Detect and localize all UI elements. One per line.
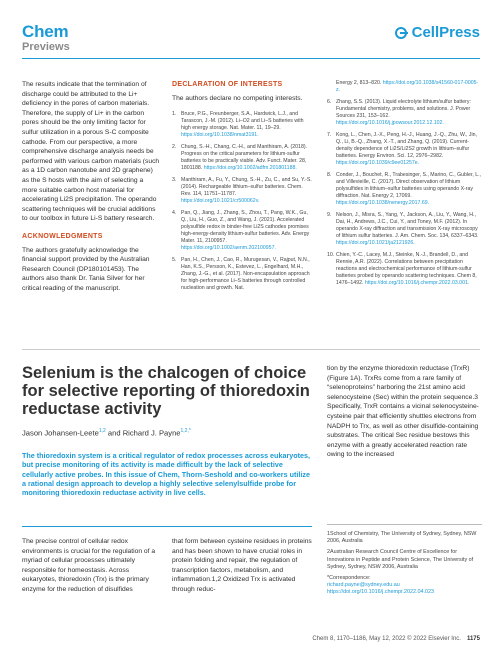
cellpress-logo-icon xyxy=(394,26,408,40)
page-footer xyxy=(312,636,480,642)
reference-doi-link[interactable]: https://doi.org/10.1021/cr500062v. xyxy=(181,198,260,205)
reference-doi-link[interactable]: https://doi.org/10.1016/j.jpowsour.2012.12.102. xyxy=(336,120,444,126)
article-title: Selenium is the chalcogen of choice for selective reporting of thioredoxin reductase activity xyxy=(22,364,310,418)
publisher-logo[interactable] xyxy=(394,24,480,41)
author-line xyxy=(22,428,191,438)
journal-header xyxy=(22,22,70,53)
reference-item: 8. Conder, J., Bouchet, R., Trabesinger, S., Marino, C., Gubler, L., and Villevieille, C. (2017). Direct observation of lithium polysulfides in lithium–sulfur batteries using operando X-ray diffraction. Nat. Energy 2, 17069. https://doi.org/10.1038/nenergy.2017.69. xyxy=(327,172,482,206)
publisher-name: CellPress xyxy=(411,24,480,41)
reference-item: 4. Pan, Q., Jiang, J., Zhang, S., Zhou, T., Pang, W.K., Gu, Q., Liu, H., Guo, Z., and Wang, J. (2021). Accelerated polysulfide redox in binder-free Li2S cathodes promises high-energy-density lithium-sulfur batteries. Adv. Energy Mater. 11, 2100957. https://doi.org/10.1002/aenm.202100957. xyxy=(172,210,310,252)
reference-doi-link[interactable]: https://doi.org/10.1016/j.chempr.2022.03.001. xyxy=(364,280,470,286)
body-text-column-2: that form between cysteine residues in proteins and has been shown to have crucial roles in protein folding and repair, the regulation of transcription factors, metabolism, and inflammation.1,2 Oxidized Trx is activated through reduc- xyxy=(172,538,312,593)
reference-list xyxy=(172,111,314,292)
section-label: Previews xyxy=(22,41,70,53)
reference-item: 9. Nelson, J., Misra, S., Yang, Y., Jackson, A., Liu, Y., Wang, H., Dai, H., Andrews, J.C., Cui, Y., and Toney, M.F. (2012). In operando X-ray diffraction and transmission X-ray microscopy of lithium sulfur batteries. J. Am. Chem. Soc. 134, 6337–6343. https://doi.org/10.1021/ja2121926. xyxy=(327,212,479,246)
reference-item: 1. Bruce, P.G., Freunberger, S.A., Hardwick, L.J., and Tarascon, J.-M. (2012). Li–O2 and Li–S batteries with high energy storage. Nat. Mater. 11, 19–29. https://doi.org/10.1038/nmat3191. xyxy=(172,111,304,139)
reference-item: 6. Zhang, S.S. (2013). Liquid electrolyte lithium/sulfur battery: Fundamental chemistry, problems, and solutions. J. Power Sources 231, 153–162. https://doi.org/10.1016/j.jpowsour.2012.12.102. xyxy=(327,99,471,126)
interests-heading: DECLARATION OF INTERESTS xyxy=(172,81,283,88)
acknowledgments-heading: ACKNOWLEDGMENTS xyxy=(22,232,103,240)
author-name: Richard J. Payne xyxy=(122,428,181,438)
author-name: Jason Johansen-Leete xyxy=(22,428,99,438)
article-abstract: The thioredoxin system is a critical regulator of redox processes across eukaryotes, but precise monitoring of its activity is made difficult by the lack of selective cellularly active probes. In this issue of Chem, Thorn-Seshold and co-workers utilize a rational design approach to develop a highly selective selenylsulfide probe for monitoring thioredoxin reductase activity in live cells. xyxy=(22,451,311,498)
reference-doi-link[interactable]: https://doi.org/10.1038/nmat3191. xyxy=(181,132,259,139)
reference-item: Energy 2, 813–820. https://doi.org/10.1038/s41560-017-0005-z. xyxy=(336,80,479,93)
header-divider xyxy=(22,58,480,59)
journal-name: Chem xyxy=(22,22,69,41)
page-number: 1175 xyxy=(466,636,480,642)
footer-citation: Chem 8, 1170–1186, May 12, 2022 © 2022 Elsevier Inc. xyxy=(312,636,461,642)
interests-text: The authors declare no competing interests. xyxy=(172,94,303,102)
affiliation-2: 2Australian Research Council Centre of Excellence for Innovations in Peptide and Protein Science, The University of Sydney, Sydney, NSW 2006, Australia xyxy=(327,549,474,570)
discussion-paragraph: The results indicate that the termination of discharge could be attributed to the Li+ deficiency in the pores of carbon materials. Therefore, the supply of Li+ in the carbon pores should be the only limiting factor for sulfur utilization in a porous S-C composite cathode. From our perspective, a more comprehensive discharge analysis needs be performed with various carbon materials (such as a 1D carbon nanotube and 2D graphene) as the S hosts with the aim of selecting a more suitable carbon host material for accelerating Li2S precipitation. The operando scattering techniques will be crucial additions to our toolbox in future Li-S battery research. xyxy=(22,81,160,223)
reference-item: 10. Chien, Y.-C., Lacey, M.J., Steinke, N.-J., Brandell, D., and Rennie, A.R. (2022). Correlations between precipitation reactions and electrochemical performance of lithium-sulfur batteries probed by operando scattering techniques. Chem 8, 1476–1492. https://doi.org/10.1016/j.chempr.2022.03.001. xyxy=(327,252,477,286)
reference-item: 5. Pan, H., Chen, J., Cao, R., Murugesan, V., Rajput, N.N., Han, K.S., Persson, K., Estevez, L., Engelhard, M.H., Zhang, J.-G., et al. (2017). Non-encapsulation approach for high-performance Li–S batteries through controlled nucleation and growth. Nat. xyxy=(172,257,310,292)
footnote-divider xyxy=(327,524,482,525)
author-separator: and xyxy=(105,428,123,438)
affiliation-1: 1School of Chemistry, The University of Sydney, Sydney, NSW 2006, Australia xyxy=(327,531,477,545)
correspondence-label: *Correspondence: xyxy=(327,575,371,582)
top-column-3 xyxy=(327,80,482,292)
top-column-2 xyxy=(172,80,314,297)
reference-doi-link[interactable]: https://doi.org/10.1039/c9ee01257e. xyxy=(336,160,420,166)
reference-item: 3. Manthiram, A., Fu, Y., Chung, S.-H., Zu, C., and Su, Y.-S. (2014). Rechargeable lithium–sulfur batteries. Chem. Rev. 114, 11751–11787. https://doi.org/10.1021/cr500062v. xyxy=(172,177,312,205)
article-doi-link[interactable]: https://doi.org/10.1016/j.chempr.2022.04.023 xyxy=(327,589,434,596)
reference-doi-link[interactable]: https://doi.org/10.1002/adfm.201801188. xyxy=(203,165,297,172)
article-divider xyxy=(22,349,480,350)
reference-doi-link[interactable]: https://doi.org/10.1002/aenm.202100957. xyxy=(181,245,276,252)
reference-item: 2. Chung, S.-H., Chang, C.-H., and Manthiram, A. (2018). Progress on the critical parameters for lithium-sulfur batteries to be practically viable. Adv. Funct. Mater. 28, 1801188. https://doi.org/10.1002/adfm.201801188. xyxy=(172,144,307,172)
body-text-column-1: The precise control of cellular redox environments is crucial for the regulation of a myriad of cellular processes ultimately responsible for homeostasis. Across eukaryotes, thioredoxin (Trx) is the primary enzyme for the reduction of disulfides xyxy=(22,538,156,593)
abstract-divider xyxy=(22,526,312,527)
author-affiliation-marker: 1,2 xyxy=(98,428,106,434)
reference-doi-link[interactable]: https://doi.org/10.1038/s41560-017-0005-z. xyxy=(336,80,479,93)
reference-doi-link[interactable]: https://doi.org/10.1038/nenergy.2017.69. xyxy=(336,200,430,206)
reference-doi-link[interactable]: https://doi.org/10.1021/ja2121926. xyxy=(336,240,415,246)
reference-item: 7. Kong, L., Chen, J.-X., Peng, H.-J., Huang, J.-Q., Zhu, W., Jin, Q., Li, B.-Q., Zhang, X.-T., and Zhang, Q. (2019). Current-density dependence of Li2S/Li2S2 growth in lithium–sulfur batteries. Energy Environ. Sci. 12, 2976–2982. https://doi.org/10.1039/c9ee01257e. xyxy=(327,132,477,166)
author-affiliation-marker: 1,2,* xyxy=(180,428,191,434)
affiliation-footnotes xyxy=(327,531,482,597)
top-column-1 xyxy=(22,80,160,293)
correspondence-email-link[interactable]: richard.payne@sydney.edu.au xyxy=(327,582,400,589)
acknowledgments-text: The authors gratefully acknowledge the financial support provided by the Australian Research Council (DP180101453). The authors also thank Dr. Tania Silver for her critical reading of the manuscript. xyxy=(22,246,150,292)
reference-list xyxy=(327,80,482,287)
body-text-column-3: tion by the enzyme thioredoxin reductase (TrxR) (Figure 1A). TrxRs come from a rare family of “selenoproteins” harboring the 21st amino acid selenocysteine (Sec) within the protein sequence.3 Specifically, TrxR contains a vicinal selenocysteine-cysteine pair that efficiently shuttles electrons from NADPH to Trx, as well as other disulfide-containing substrates. The critical Sec residue bestows this enzyme with a greatly accelerated reaction rate owing to the increased xyxy=(327,365,479,459)
